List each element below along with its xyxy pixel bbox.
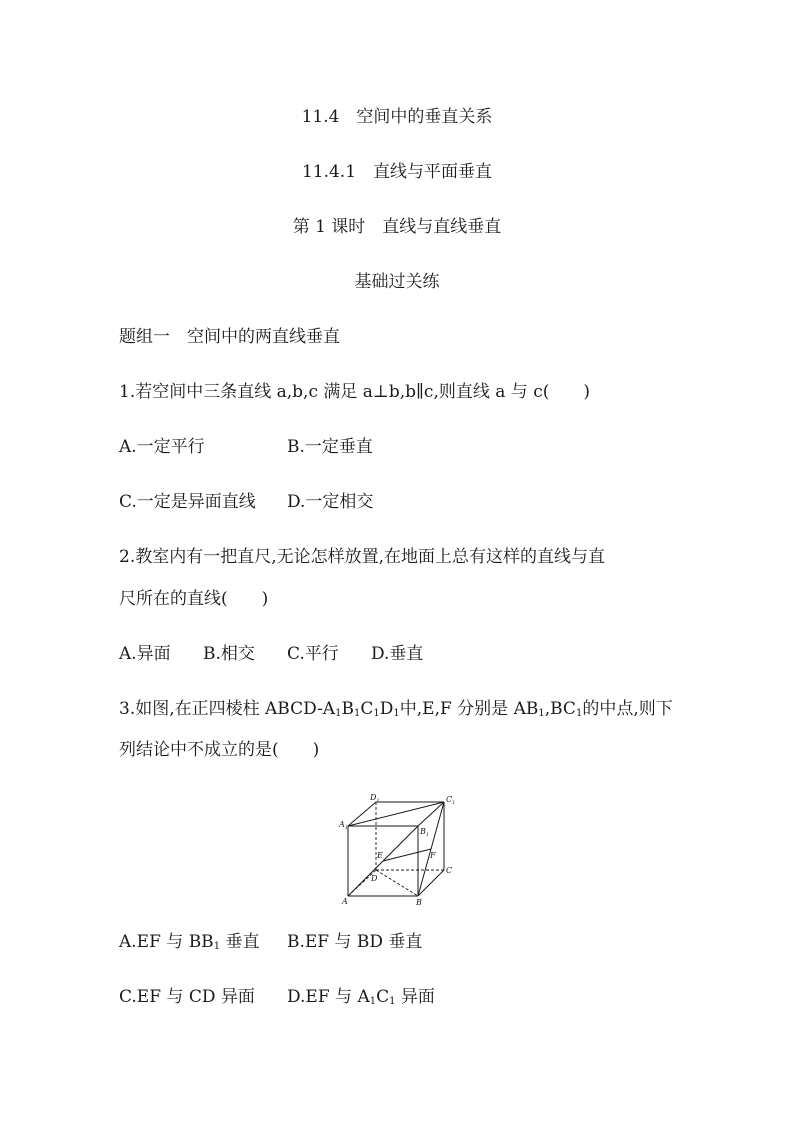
q3-option-d: D.EF 与 $A_1C_1$ 异面: [287, 987, 435, 1007]
label-d1: $D_1$: [370, 793, 380, 804]
q2-option-d: D.垂直: [371, 644, 424, 664]
q3-option-b: B.EF 与 BD 垂直: [287, 932, 423, 952]
label-a: A: [342, 897, 348, 906]
q1-option-a: A.一定平行: [119, 437, 205, 457]
prism-figure: [334, 788, 464, 906]
q1-option-d: D.一定相交: [287, 492, 374, 512]
label-f: F: [430, 851, 436, 860]
label-c: C: [446, 866, 453, 875]
q2-option-b: B.相交: [203, 644, 255, 664]
q2-stem-line1: 2.教室内有一把直尺,无论怎样放置,在地面上总有这样的直线与直: [119, 547, 606, 567]
subsection-title: 11.4.1 直线与平面垂直: [301, 162, 493, 182]
q3-stem-line2: 列结论中不成立的是( ): [119, 740, 320, 760]
q2-option-a: A.异面: [119, 644, 171, 664]
label-e: E: [377, 851, 383, 860]
q3-stem-line1: 3.如图,在正四棱柱 ABCD-$A_1B_1C_1D_1$中,E,F 分别是 $AB_1,BC_1$的中点,则下: [119, 699, 673, 719]
q3-option-a: A.EF 与 $BB_1$ 垂直: [119, 932, 260, 952]
section-title: 11.4 空间中的垂直关系: [301, 107, 493, 127]
group-title: 题组一 空间中的两直线垂直: [119, 327, 340, 347]
q1-stem: 1.若空间中三条直线 a,b,c 满足 a⊥b,b∥c,则直线 a 与 c( ): [119, 382, 590, 402]
label-d: D: [371, 874, 378, 883]
q1-option-c: C.一定是异面直线: [119, 492, 256, 512]
label-c1: $C_1$: [446, 795, 456, 806]
hidden-diagonal-bd: [376, 870, 418, 896]
q2-stem-line2: 尺所在的直线( ): [119, 589, 269, 609]
label-b: B: [416, 898, 422, 906]
q3-option-c: C.EF 与 CD 异面: [119, 987, 255, 1007]
lesson-title: 第 1 课时 直线与直线垂直: [292, 217, 502, 237]
segment-ef: [383, 849, 431, 861]
practice-title: 基础过关练: [354, 272, 440, 292]
label-a1: $A_1$: [339, 820, 348, 831]
q1-option-b: B.一定垂直: [287, 437, 373, 457]
label-b1: $B_1$: [420, 827, 430, 838]
q2-option-c: C.平行: [287, 644, 339, 664]
